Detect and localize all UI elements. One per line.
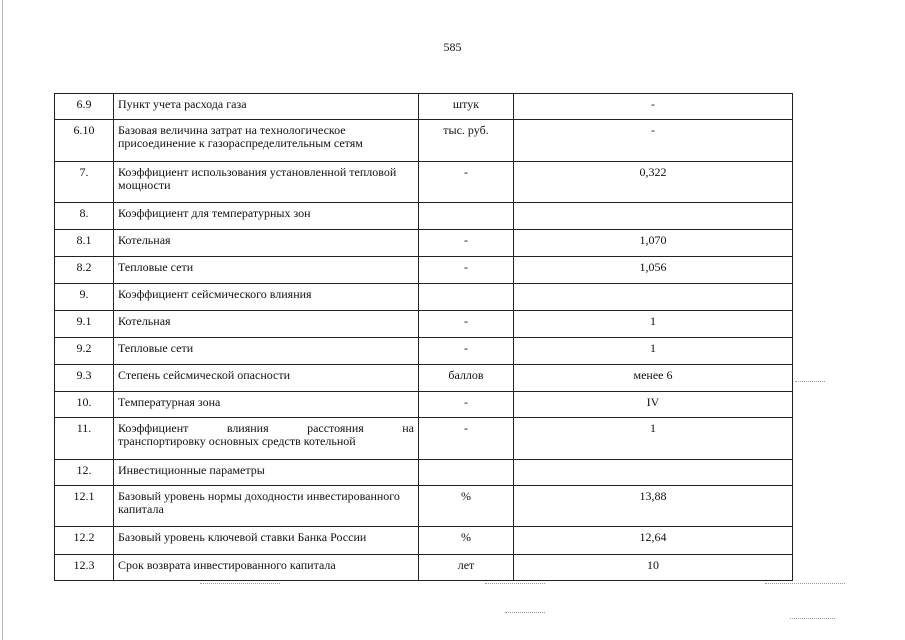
row-name: Коэффициент для температурных зон	[114, 203, 419, 230]
table-row	[55, 365, 793, 392]
row-unit	[419, 284, 514, 311]
row-name: Инвестиционные параметры	[114, 460, 419, 486]
row-name: Температурная зона	[114, 392, 419, 418]
row-number: 9.3	[55, 365, 114, 392]
row-name: Коэффициент использования установленной тепловой мощности	[114, 162, 419, 203]
row-name: Базовый уровень нормы доходности инвестированного капитала	[114, 486, 419, 527]
row-name: Пункт учета расхода газа	[114, 94, 419, 120]
row-value: 12,64	[514, 527, 793, 555]
scan-artifact	[485, 583, 545, 584]
row-name: Котельная	[114, 230, 419, 257]
table-row	[55, 338, 793, 365]
row-number: 9.1	[55, 311, 114, 338]
table-row	[55, 162, 793, 203]
row-name-word: расстояния	[307, 421, 364, 435]
row-name: Тепловые сети	[114, 338, 419, 365]
table-row	[55, 460, 793, 486]
row-name: Котельная	[114, 311, 419, 338]
row-number: 12.2	[55, 527, 114, 555]
row-name: Степень сейсмической опасности	[114, 365, 419, 392]
row-name	[114, 418, 419, 460]
scan-artifact	[505, 612, 545, 613]
row-unit: баллов	[419, 365, 514, 392]
row-number: 12.	[55, 460, 114, 486]
row-value: -	[514, 120, 793, 162]
row-number: 8.	[55, 203, 114, 230]
table-row	[55, 555, 793, 581]
parameters-table	[54, 93, 793, 581]
table-row	[55, 257, 793, 284]
table-row	[55, 527, 793, 555]
scan-artifact	[795, 381, 825, 382]
row-number: 8.1	[55, 230, 114, 257]
row-number: 7.	[55, 162, 114, 203]
row-value	[514, 284, 793, 311]
scan-artifact	[790, 618, 835, 619]
row-unit: -	[419, 162, 514, 203]
table-row	[55, 120, 793, 162]
row-name-word: Коэффициент	[118, 421, 189, 435]
row-unit: %	[419, 486, 514, 527]
row-name-word: на	[402, 421, 414, 435]
row-value: менее 6	[514, 365, 793, 392]
row-unit: -	[419, 338, 514, 365]
row-unit: лет	[419, 555, 514, 581]
row-number: 9.2	[55, 338, 114, 365]
row-unit: штук	[419, 94, 514, 120]
row-name: Коэффициент сейсмического влияния	[114, 284, 419, 311]
row-number: 12.1	[55, 486, 114, 527]
table-row	[55, 486, 793, 527]
row-unit: -	[419, 257, 514, 284]
row-number: 12.3	[55, 555, 114, 581]
page-edge-line	[2, 0, 3, 640]
row-unit: -	[419, 311, 514, 338]
row-unit: -	[419, 230, 514, 257]
row-value: IV	[514, 392, 793, 418]
row-name-line-2: транспортировку основных средств котельной	[118, 434, 356, 448]
row-value: 0,322	[514, 162, 793, 203]
row-value: 1,056	[514, 257, 793, 284]
table-row	[55, 203, 793, 230]
row-value: -	[514, 94, 793, 120]
row-name: Срок возврата инвестированного капитала	[114, 555, 419, 581]
row-value: 1,070	[514, 230, 793, 257]
page-number: 585	[443, 40, 462, 54]
row-value: 13,88	[514, 486, 793, 527]
row-number: 10.	[55, 392, 114, 418]
table-row	[55, 230, 793, 257]
table-row	[55, 311, 793, 338]
row-unit: тыс. руб.	[419, 120, 514, 162]
table-row	[55, 418, 793, 460]
row-value: 1	[514, 418, 793, 460]
row-number: 6.9	[55, 94, 114, 120]
row-name: Тепловые сети	[114, 257, 419, 284]
row-value	[514, 460, 793, 486]
row-value: 1	[514, 338, 793, 365]
row-unit: -	[419, 418, 514, 460]
table-row	[55, 94, 793, 120]
row-name: Базовый уровень ключевой ставки Банка России	[114, 527, 419, 555]
row-value: 10	[514, 555, 793, 581]
scan-artifact	[765, 583, 845, 584]
row-unit	[419, 460, 514, 486]
row-number: 8.2	[55, 257, 114, 284]
row-unit: %	[419, 527, 514, 555]
row-value: 1	[514, 311, 793, 338]
row-name: Базовая величина затрат на технологическое присоединение к газораспределительным сетям	[114, 120, 419, 162]
row-name-word: влияния	[226, 421, 269, 435]
row-unit	[419, 203, 514, 230]
row-number: 11.	[55, 418, 114, 460]
scan-artifact	[200, 583, 280, 584]
row-number: 9.	[55, 284, 114, 311]
row-number: 6.10	[55, 120, 114, 162]
row-value	[514, 203, 793, 230]
row-unit: -	[419, 392, 514, 418]
table-row	[55, 392, 793, 418]
table-row	[55, 284, 793, 311]
